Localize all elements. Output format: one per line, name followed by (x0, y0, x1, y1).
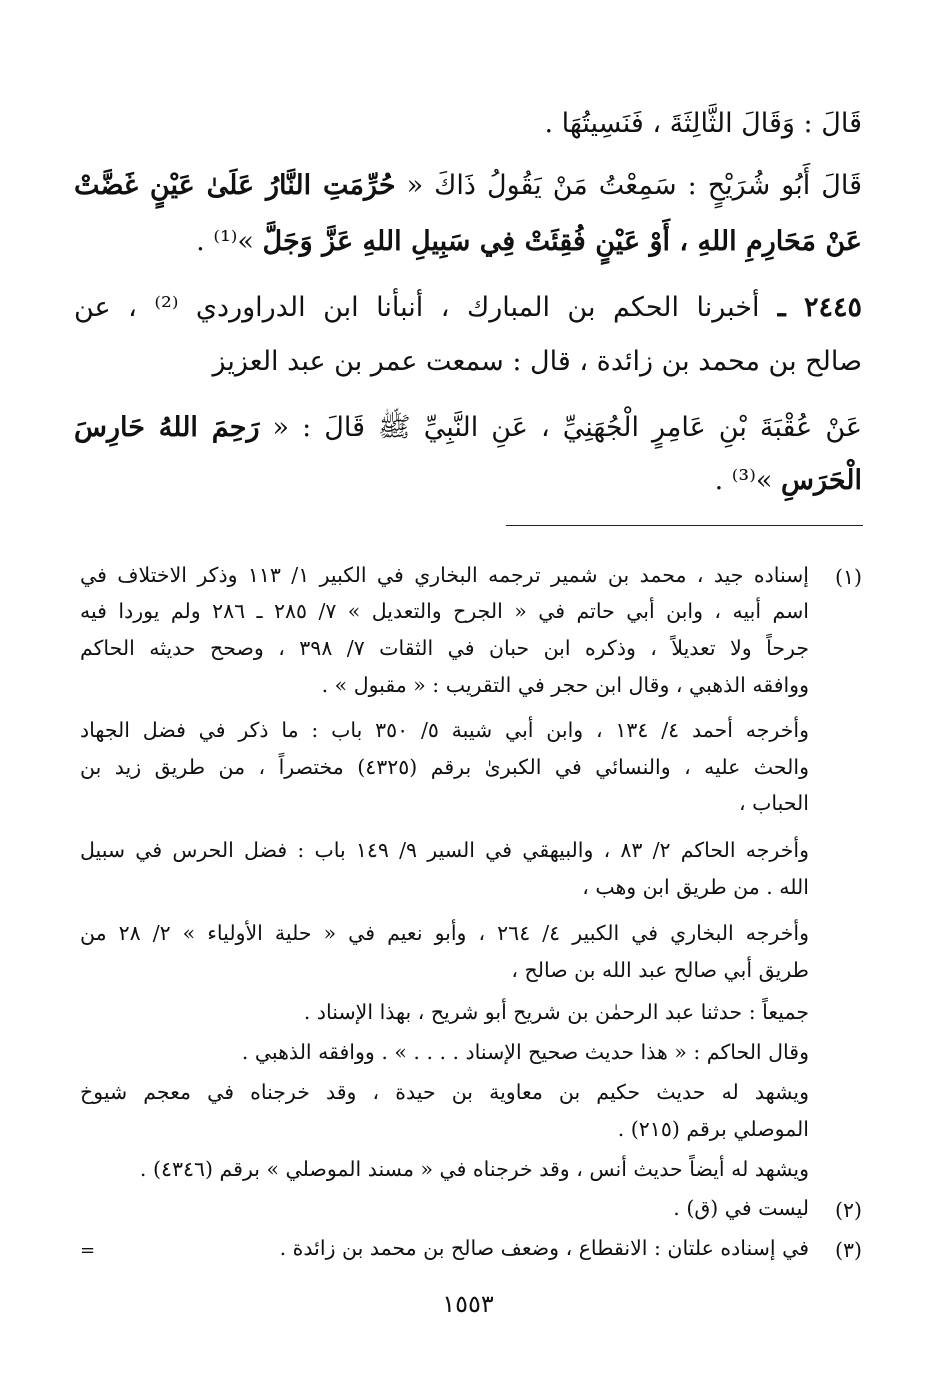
hadith-text: الْحَرَسِ (780, 465, 862, 496)
hadith-text: عَنْ مَحَارِمِ اللهِ ، أَوْ عَيْنٍ فُقِئَتْ فِي سَبِيلِ اللهِ عَزَّ وَجَلَّ (262, 226, 862, 257)
main-line-7 (715, 465, 862, 496)
footnote-1-number: (١) (834, 565, 862, 589)
main-line-4 (74, 292, 862, 323)
narration-text: عَنْ عُقْبَةَ بْنِ عَامِرٍ الْجُهَنِيِّ ، عَنِ النَّبِيِّ ﷺ قَالَ : « (259, 412, 862, 443)
hadith-number: ٢٤٤٥ ـ (759, 292, 862, 323)
hadith-close: »⁽¹⁾ . (196, 226, 263, 257)
hadith-text: حُرِّمَتِ النَّارُ عَلَىٰ عَيْنٍ غَضَّتْ (74, 170, 396, 201)
main-line-3 (196, 226, 862, 257)
narration-text: قَالَ أَبُو شُرَيْحٍ : سَمِعْتُ مَنْ يَقُولُ ذَاكَ « (395, 170, 862, 201)
footnote-line: الله . من طريق ابن وهب ، (582, 875, 809, 899)
continuation-mark: = (80, 1240, 96, 1261)
footnote-line: جميعاً : حدثنا عبد الرحمٰن بن شريح أبو شريح ، بهذا الإسناد . (303, 1000, 809, 1024)
footnote-line: والحث عليه ، والنسائي في الكبرىٰ برقم (٤٣٢٥) مختصراً ، من طريق زيد بن (80, 755, 809, 779)
main-line-6 (74, 410, 862, 450)
footnote-line: طريق أبي صالح عبد الله بن صالح ، (511, 958, 809, 982)
main-line-5: صالح بن محمد بن زائدة ، قال : سمعت عمر بن عبد العزيز (212, 346, 862, 377)
footnote-line: وقال الحاكم : « هذا حديث صحيح الإسناد . . . . » . ووافقه الذهبي . (241, 1040, 809, 1064)
isnad-text: أخبرنا الحكم بن المبارك ، أنبأنا ابن الدراوردي ⁽²⁾ ، عن (74, 292, 760, 323)
hadith-text: رَحِمَ اللهُ حَارِسَ (74, 412, 260, 443)
footnote-line: إسناده جيد ، محمد بن شمير ترجمه البخاري في الكبير ١/ ١١٣ وذكر الاختلاف في (80, 563, 809, 587)
footnote-line: الحباب ، (738, 791, 809, 815)
footnote-3-number: (٣) (834, 1238, 862, 1262)
footnote-line: الموصلي برقم (٢١٥) . (617, 1117, 809, 1141)
footnote-line: جرحاً ولا تعديلاً ، وذكره ابن حبان في الثقات ٧/ ٣٩٨ ، وصحح حديثه الحاكم (80, 636, 810, 660)
footnote-line: وأخرجه الحاكم ٢/ ٨٣ ، والبيهقي في السير ٩/ ١٤٩ باب : فضل الحرس في سبيل (80, 838, 809, 862)
footnote-line: اسم أبيه ، وابن أبي حاتم في « الجرح والتعديل » ٧/ ٢٨٥ ـ ٢٨٦ ولم يوردا فيه (80, 599, 809, 623)
page-number: ١٥٥٣ (442, 1290, 494, 1318)
main-line-2 (74, 170, 862, 201)
hadith-close: »⁽³⁾ . (714, 465, 781, 496)
footnote-line: وأخرجه البخاري في الكبير ٤/ ٢٦٤ ، وأبو نعيم في « حلية الأولياء » ٢/ ٢٨ من (80, 921, 809, 945)
footnote-line: ووافقه الذهبي ، وقال ابن حجر في التقريب : « مقبول » . (321, 673, 809, 697)
footnote-2-text: ليست في (ق) . (673, 1196, 809, 1220)
footnote-line: ويشهد له أيضاً حديث أنس ، وقد خرجناه في « مسند الموصلي » برقم (٤٣٤٦) . (139, 1157, 809, 1181)
main-line-1: قَالَ : وَقَالَ الثَّالِثَةَ ، فَنَسِيتُهَا . (544, 108, 862, 139)
footnote-2-number: (٢) (834, 1198, 862, 1222)
footnote-line: ويشهد له حديث حكيم بن معاوية بن حيدة ، وقد خرجناه في معجم شيوخ (80, 1080, 809, 1104)
footnote-line: وأخرجه أحمد ٤/ ١٣٤ ، وابن أبي شيبة ٥/ ٣٥٠ باب : ما ذكر في فضل الجهاد (80, 718, 809, 742)
footnote-separator (506, 525, 863, 526)
footnote-3-text: في إسناده علتان : الانقطاع ، وضعف صالح بن محمد بن زائدة . (279, 1236, 809, 1260)
